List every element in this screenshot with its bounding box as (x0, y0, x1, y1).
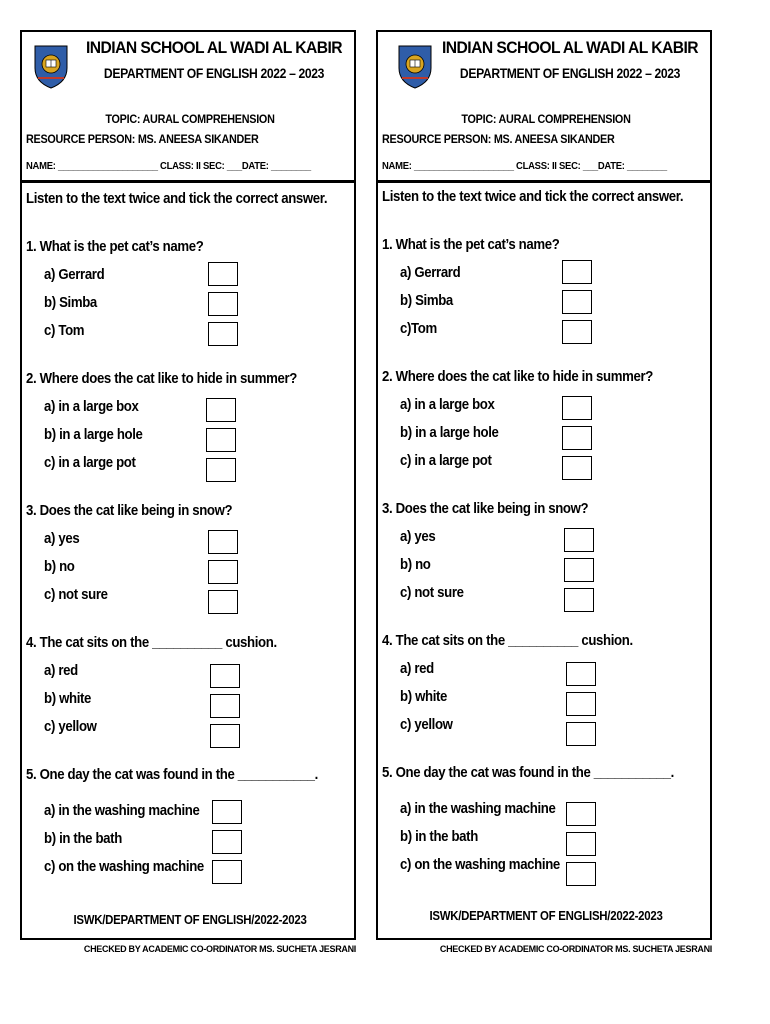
topic-line: TOPIC: AURAL COMPREHENSION (105, 112, 275, 126)
question-5: 5. One day the cat was found in the ___________. (382, 764, 674, 781)
instruction-text: Listen to the text twice and tick the correct answer. (26, 190, 328, 207)
question-4: 4. The cat sits on the __________ cushion. (26, 634, 277, 651)
divider-rule (22, 180, 354, 183)
q1-option-a: a) Gerrard (400, 264, 461, 281)
q1-option-a: a) Gerrard (44, 266, 105, 283)
department-title: DEPARTMENT OF ENGLISH 2022 – 2023 (103, 66, 325, 81)
q2-option-c: c) in a large pot (400, 452, 492, 469)
question-5: 5. One day the cat was found in the ___________. (26, 766, 318, 783)
resource-person: RESOURCE PERSON: MS. ANEESA SIKANDER (26, 132, 259, 146)
student-info-line: NAME: ____________________ CLASS: II SEC: ___DATE: ________ (26, 160, 311, 172)
q2-option-a-checkbox[interactable] (562, 396, 592, 420)
school-name: INDIAN SCHOOL AL WADI AL KABIR (86, 38, 342, 57)
q2-option-c-checkbox[interactable] (206, 458, 236, 482)
question-2: 2. Where does the cat like to hide in summer? (382, 368, 653, 385)
q3-option-a-checkbox[interactable] (564, 528, 594, 552)
q2-option-a-checkbox[interactable] (206, 398, 236, 422)
q4-option-c-checkbox[interactable] (210, 724, 240, 748)
q2-option-b: b) in a large hole (400, 424, 499, 441)
checked-by-note: CHECKED BY ACADEMIC CO-ORDINATOR MS. SUCHETA JESRANI (439, 944, 712, 954)
q1-option-b-checkbox[interactable] (562, 290, 592, 314)
q3-option-b: b) no (400, 556, 431, 573)
footer-text: ISWK/DEPARTMENT OF ENGLISH/2022-2023 (73, 912, 307, 927)
q5-option-c-checkbox[interactable] (212, 860, 242, 884)
question-3: 3. Does the cat like being in snow? (382, 500, 589, 517)
student-info-line: NAME: ____________________ CLASS: II SEC: ___DATE: ________ (382, 160, 667, 172)
q5-option-a: a) in the washing machine (44, 802, 200, 819)
q5-option-b-checkbox[interactable] (212, 830, 242, 854)
q3-option-a: a) yes (44, 530, 80, 547)
q2-option-b: b) in a large hole (44, 426, 143, 443)
q5-option-c: c) on the washing machine (44, 858, 204, 875)
q5-option-c-checkbox[interactable] (566, 862, 596, 886)
q1-option-a-checkbox[interactable] (208, 262, 238, 286)
q1-option-c: c) Tom (44, 322, 85, 339)
q2-option-c: c) in a large pot (44, 454, 136, 471)
q1-option-c-checkbox[interactable] (562, 320, 592, 344)
q4-option-b-checkbox[interactable] (566, 692, 596, 716)
resource-person: RESOURCE PERSON: MS. ANEESA SIKANDER (382, 132, 615, 146)
q5-option-a-checkbox[interactable] (212, 800, 242, 824)
q3-option-b: b) no (44, 558, 75, 575)
q1-option-c-checkbox[interactable] (208, 322, 238, 346)
worksheet-right (376, 30, 712, 940)
department-title: DEPARTMENT OF ENGLISH 2022 – 2023 (459, 66, 681, 81)
worksheet-left (20, 30, 356, 940)
school-name: INDIAN SCHOOL AL WADI AL KABIR (442, 38, 698, 57)
q2-option-b-checkbox[interactable] (206, 428, 236, 452)
q3-option-c-checkbox[interactable] (564, 588, 594, 612)
q4-option-b: b) white (44, 690, 92, 707)
q5-option-a-checkbox[interactable] (566, 802, 596, 826)
school-crest-icon (396, 42, 434, 90)
question-1: 1. What is the pet cat’s name? (26, 238, 204, 255)
q5-option-b-checkbox[interactable] (566, 832, 596, 856)
q3-option-b-checkbox[interactable] (564, 558, 594, 582)
q4-option-b: b) white (400, 688, 448, 705)
q4-option-a: a) red (44, 662, 78, 679)
q5-option-c: c) on the washing machine (400, 856, 560, 873)
q5-option-b: b) in the bath (400, 828, 478, 845)
q4-option-c: c) yellow (400, 716, 453, 733)
q4-option-a: a) red (400, 660, 434, 677)
q1-option-b: b) Simba (44, 294, 97, 311)
school-crest-icon (32, 42, 70, 90)
q2-option-a: a) in a large box (400, 396, 495, 413)
q3-option-c: c) not sure (44, 586, 108, 603)
divider-rule (378, 180, 710, 183)
q4-option-b-checkbox[interactable] (210, 694, 240, 718)
q3-option-c: c) not sure (400, 584, 464, 601)
q5-option-b: b) in the bath (44, 830, 122, 847)
q1-option-b-checkbox[interactable] (208, 292, 238, 316)
q1-option-c: c)Tom (400, 320, 437, 337)
q4-option-c: c) yellow (44, 718, 97, 735)
q5-option-a: a) in the washing machine (400, 800, 556, 817)
q4-option-a-checkbox[interactable] (210, 664, 240, 688)
instruction-text: Listen to the text twice and tick the correct answer. (382, 188, 684, 205)
q4-option-c-checkbox[interactable] (566, 722, 596, 746)
q3-option-b-checkbox[interactable] (208, 560, 238, 584)
checked-by-note: CHECKED BY ACADEMIC CO-ORDINATOR MS. SUCHETA JESRANI (83, 944, 356, 954)
q3-option-a-checkbox[interactable] (208, 530, 238, 554)
question-4: 4. The cat sits on the __________ cushion. (382, 632, 633, 649)
q2-option-a: a) in a large box (44, 398, 139, 415)
topic-line: TOPIC: AURAL COMPREHENSION (461, 112, 631, 126)
question-1: 1. What is the pet cat’s name? (382, 236, 560, 253)
q4-option-a-checkbox[interactable] (566, 662, 596, 686)
question-2: 2. Where does the cat like to hide in summer? (26, 370, 297, 387)
q1-option-a-checkbox[interactable] (562, 260, 592, 284)
q2-option-b-checkbox[interactable] (562, 426, 592, 450)
q3-option-c-checkbox[interactable] (208, 590, 238, 614)
q2-option-c-checkbox[interactable] (562, 456, 592, 480)
q1-option-b: b) Simba (400, 292, 453, 309)
q3-option-a: a) yes (400, 528, 436, 545)
question-3: 3. Does the cat like being in snow? (26, 502, 233, 519)
footer-text: ISWK/DEPARTMENT OF ENGLISH/2022-2023 (429, 908, 663, 923)
